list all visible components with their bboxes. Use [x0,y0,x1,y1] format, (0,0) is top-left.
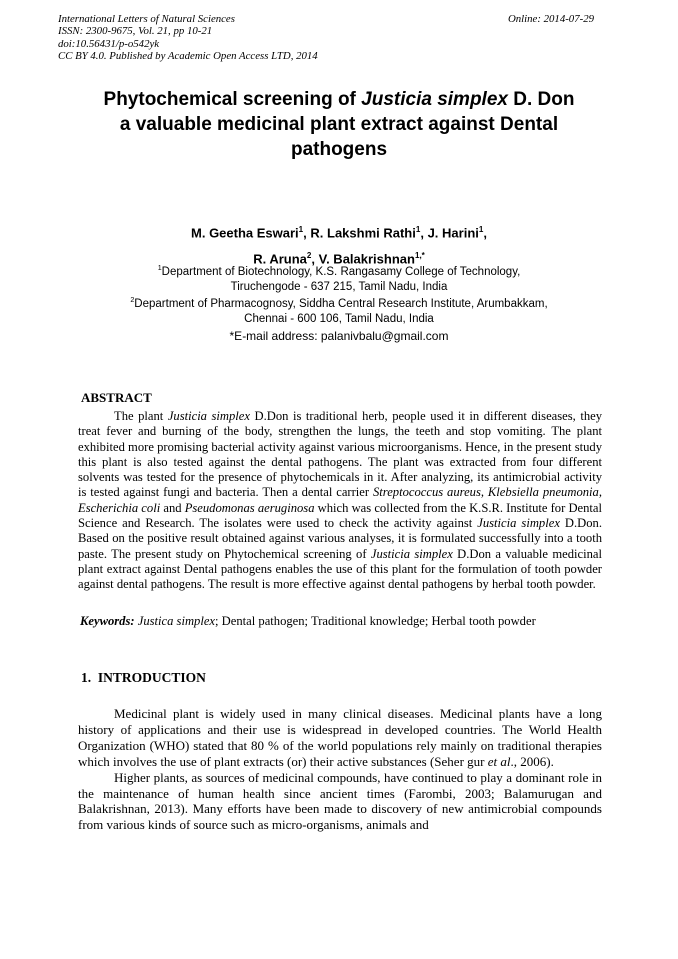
species-name-italic: Justicia simplex [370,546,453,561]
author-separator: , [303,225,311,241]
author-name: J. Harini [427,225,479,241]
keywords-list: ; Dental pathogen; Traditional knowledge; Herbal tooth powder [215,614,536,628]
journal-header [58,13,594,63]
paragraph-segment: ., 2006). [510,753,554,769]
abstract-text [78,409,602,593]
paragraph-segment: Medicinal plant is widely used in many clinical diseases. Medicinal plants have a long history of applications and their use is widespread in developed countries. The World Health Organization (WHO) stated that 80 % of the world populations rely mainly on traditional therapies which involves the use of plant extracts (or) their active substances (Seher gur [78,706,602,769]
abstract-segment: which was collected from the K.S.R. Institute for Dental Science and Research. The isolates were used to check the activity against [78,500,603,531]
affiliation-line [0,261,678,280]
author-affiliation-marker: 1,* [414,251,425,261]
species-name-italic: Justicia simplex [477,516,560,531]
introduction-paragraph-1 [78,706,602,770]
affiliation-marker: 1 [157,264,162,272]
paragraph-segment: Higher plants, as sources of medicinal compounds, have continued to play a dominant role in the maintenance of human health since ancient times (Farombi, 2003; Balamurugan and Balakrishnan, 2013). Many efforts have been made to discovery of new antimicrobial compounds from various kinds of source such as micro-organisms, animals and [78,769,602,833]
abstract-segment: The plant [114,409,168,423]
author-name: V. Balakrishnan [318,251,415,267]
introduction-text [78,706,602,833]
affiliation-1 [0,261,678,295]
introduction-paragraph-2 [78,770,602,834]
author-name: M. Geetha Eswari [191,225,299,241]
author-separator: , [483,225,487,241]
affiliation-text: Department of Pharmacognosy, Siddha Central Research Institute, Arumbakkam, [134,297,548,310]
author-separator: , [420,225,428,241]
abstract-segment: and [160,500,185,515]
author-name: R. Aruna [253,251,307,267]
title-text: pathogens [290,139,388,160]
species-name-italic: Justicia simplex [361,89,508,110]
affiliation-2 [0,293,678,327]
paper-title [0,87,678,162]
latin-phrase-italic: et al [487,753,511,769]
journal-name: International Letters of Natural Sciences [58,13,235,25]
species-name-italic: Pseudomonas aeruginosa [184,500,315,515]
abstract-segment: D.Don. Based on the positive result obtained against various analyses, it is formulated successfully into a tooth paste. The present study on Phytochemical screening of [78,516,602,561]
affiliation-marker: 2 [130,296,135,304]
author-affiliation-marker: 2 [306,251,312,261]
author-affiliation-marker: 1 [478,225,484,234]
section-heading-introduction: 1. INTRODUCTION [81,670,206,685]
title-text: a valuable medicinal plant extract against Dental [119,114,559,135]
journal-info-block [58,13,318,63]
species-name-italic: Streptococcus aureus, Klebsiella pneumonia, Escherichia coli [78,485,602,515]
online-date: Online: 2014-07-29 [507,13,594,25]
author-line-1 [0,218,678,244]
abstract-segment: D.Don a valuable medicinal plant extract against Dental pathogens enables the use of this plant for the formulation of tooth powder against dental pathogens. The result is more effective against dental pathogens by herbal tooth powder. [78,546,602,592]
keywords-label: Keywords: [80,614,135,628]
journal-license: CC BY 4.0. Published by Academic Open Access LTD, 2014 [58,50,318,63]
species-name-italic: Justica simplex [134,614,216,628]
keywords-line [80,614,604,629]
abstract-segment: D.Don is traditional herb, people used it in different diseases, they treat fever and burning of the body, strengthen the lungs, the teeth and stop vomiting. The plant exhibited more promising bacterial activity against various microorganisms. Hence, in the present study this plant is also tested against the dental pathogens. The plant was extracted from four different solvents was tested for the presence of phytochemicals in it. After analyzing, its antimicrobial activity is tested against fungi and bacteria. Then a dental carrier [78,409,603,500]
author-affiliation-marker: 1 [298,225,304,234]
email-address: *E-mail address: palanivbalu@gmail.com [229,329,449,343]
journal-issn-volume: ISSN: 2300-9675, Vol. 21, pp 10-21 [58,25,213,38]
journal-doi: doi:10.56431/p-o542yk [58,37,160,50]
author-affiliation-marker: 1 [415,225,421,234]
author-name: R. Lakshmi Rathi [310,225,416,241]
affiliation-line: Chennai - 600 106, Tamil Nadu, India [244,312,434,325]
affiliation-line: Tiruchengode - 637 215, Tamil Nadu, India [230,280,448,293]
abstract-heading: ABSTRACT [81,390,152,405]
species-name-italic: Justicia simplex [167,409,250,423]
title-text: Phytochemical screening of [103,89,362,110]
title-text: D. Don [507,89,575,110]
affiliation-line [0,293,678,312]
affiliation-text: Department of Biotechnology, K.S. Rangasamy College of Technology, [161,265,521,278]
author-separator: , [311,251,319,267]
